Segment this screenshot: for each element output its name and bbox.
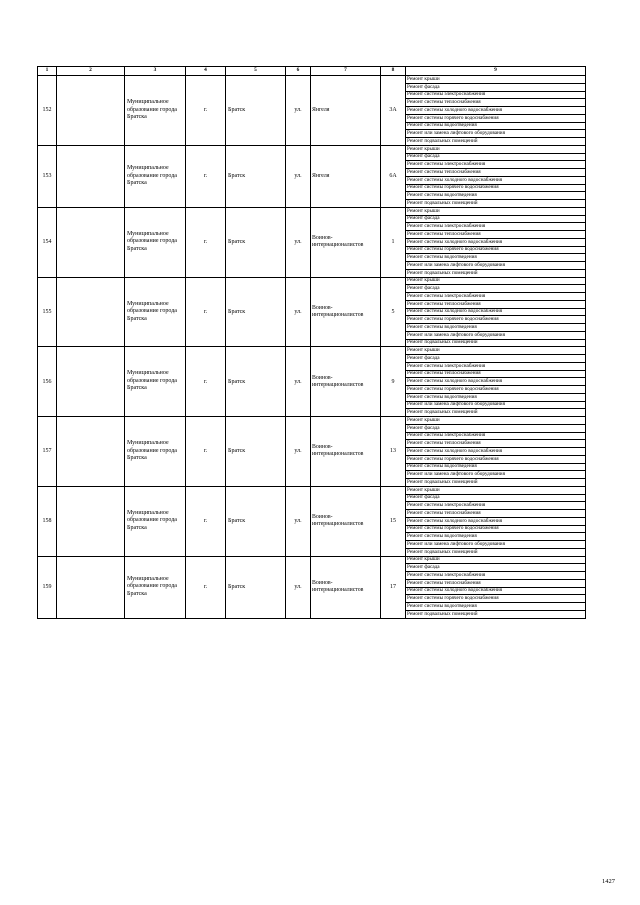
table-row [38,417,586,425]
repair-work-item: Ремонт подвальных помещений [406,479,586,487]
record-number: 152 [38,76,57,146]
repair-work-item: Ремонт системы электроснабжения [406,161,586,169]
repair-program-table [37,66,586,619]
repair-work-item: Ремонт системы горячего водоснабжения [406,114,586,122]
empty-cell [57,347,125,417]
house-number: 5 [381,277,406,347]
street-name: Воинов-интернационалистов [311,347,381,417]
header-cell: 5 [226,67,286,76]
header-cell: 8 [381,67,406,76]
street-name: Воинов-интернационалистов [311,556,381,618]
repair-work-item: Ремонт системы электроснабжения [406,502,586,510]
repair-work-item: Ремонт системы холодного водоснабжения [406,107,586,115]
house-number: 13 [381,417,406,487]
repair-work-item: Ремонт фасада [406,83,586,91]
repair-work-item: Ремонт или замена лифтового оборудования [406,262,586,270]
header-cell: 4 [186,67,226,76]
table-row [38,347,586,355]
empty-cell [57,277,125,347]
repair-work-item: Ремонт системы горячего водоснабжения [406,316,586,324]
repair-work-item: Ремонт системы теплоснабжения [406,231,586,239]
settlement-type: г. [186,486,226,556]
header-row [38,67,586,76]
municipality: Муниципальное образование города Братска [125,277,186,347]
settlement-name: Братск [226,277,286,347]
repair-work-item: Ремонт системы холодного водоснабжения [406,517,586,525]
repair-work-item: Ремонт крыши [406,277,586,285]
repair-work-item: Ремонт или замена лифтового оборудования [406,401,586,409]
repair-work-item: Ремонт системы холодного водоснабжения [406,448,586,456]
repair-work-item: Ремонт системы холодного водоснабжения [406,308,586,316]
settlement-name: Братск [226,556,286,618]
header-cell: 6 [286,67,311,76]
record-number: 158 [38,486,57,556]
repair-work-item: Ремонт крыши [406,417,586,425]
repair-work-item: Ремонт крыши [406,76,586,84]
repair-work-item: Ремонт фасада [406,215,586,223]
house-number: 3А [381,76,406,146]
repair-work-item: Ремонт системы холодного водоснабжения [406,176,586,184]
house-number: 6А [381,145,406,207]
repair-work-item: Ремонт системы горячего водоснабжения [406,246,586,254]
settlement-type: г. [186,145,226,207]
repair-work-item: Ремонт фасада [406,494,586,502]
repair-work-item: Ремонт подвальных помещений [406,548,586,556]
repair-work-item: Ремонт или замена лифтового оборудования [406,471,586,479]
repair-work-item: Ремонт системы теплоснабжения [406,300,586,308]
settlement-type: г. [186,347,226,417]
repair-work-item: Ремонт системы горячего водоснабжения [406,184,586,192]
repair-work-item: Ремонт системы холодного водоснабжения [406,238,586,246]
repair-work-item: Ремонт или замена лифтового оборудования [406,130,586,138]
repair-work-item: Ремонт или замена лифтового оборудования [406,331,586,339]
repair-work-item: Ремонт крыши [406,145,586,153]
header-cell: 7 [311,67,381,76]
repair-work-item: Ремонт системы водоотведения [406,393,586,401]
settlement-name: Братск [226,207,286,277]
repair-work-item: Ремонт системы холодного водоснабжения [406,587,586,595]
repair-work-item: Ремонт системы водоотведения [406,122,586,130]
empty-cell [57,417,125,487]
repair-work-item: Ремонт системы теплоснабжения [406,169,586,177]
house-number: 15 [381,486,406,556]
empty-cell [57,207,125,277]
settlement-name: Братск [226,145,286,207]
repair-work-item: Ремонт фасада [406,564,586,572]
repair-work-item: Ремонт крыши [406,347,586,355]
settlement-type: г. [186,417,226,487]
table-body [38,76,586,619]
repair-work-item: Ремонт подвальных помещений [406,610,586,618]
repair-work-item: Ремонт крыши [406,207,586,215]
house-number: 9 [381,347,406,417]
record-number: 156 [38,347,57,417]
header-cell: 1 [38,67,57,76]
house-number: 1 [381,207,406,277]
repair-work-item: Ремонт системы теплоснабжения [406,510,586,518]
street-name: Воинов-интернационалистов [311,417,381,487]
repair-work-item: Ремонт системы теплоснабжения [406,440,586,448]
repair-work-item: Ремонт системы горячего водоснабжения [406,455,586,463]
repair-work-item: Ремонт системы водоотведения [406,533,586,541]
repair-work-item: Ремонт крыши [406,556,586,564]
empty-cell [57,556,125,618]
municipality: Муниципальное образование города Братска [125,145,186,207]
empty-cell [57,486,125,556]
settlement-name: Братск [226,417,286,487]
repair-work-item: Ремонт системы теплоснабжения [406,370,586,378]
table-row [38,207,586,215]
record-number: 154 [38,207,57,277]
repair-work-item: Ремонт системы водоотведения [406,192,586,200]
repair-work-item: Ремонт системы электроснабжения [406,293,586,301]
repair-work-item: Ремонт системы горячего водоснабжения [406,386,586,394]
repair-work-item: Ремонт подвальных помещений [406,138,586,146]
repair-work-item: Ремонт системы электроснабжения [406,91,586,99]
street-type: ул. [286,277,311,347]
municipality: Муниципальное образование города Братска [125,207,186,277]
repair-work-item: Ремонт подвальных помещений [406,409,586,417]
header-cell: 9 [406,67,586,76]
header-cell: 2 [57,67,125,76]
settlement-name: Братск [226,76,286,146]
header-cell: 3 [125,67,186,76]
street-type: ул. [286,417,311,487]
record-number: 153 [38,145,57,207]
municipality: Муниципальное образование города Братска [125,347,186,417]
repair-work-item: Ремонт крыши [406,486,586,494]
repair-work-item: Ремонт системы теплоснабжения [406,579,586,587]
repair-work-item: Ремонт системы холодного водоснабжения [406,378,586,386]
street-name: Воинов-интернационалистов [311,277,381,347]
settlement-type: г. [186,556,226,618]
empty-cell [57,76,125,146]
record-number: 159 [38,556,57,618]
repair-work-item: Ремонт системы водоотведения [406,463,586,471]
repair-work-item: Ремонт системы горячего водоснабжения [406,595,586,603]
repair-work-item: Ремонт фасада [406,355,586,363]
repair-work-item: Ремонт подвальных помещений [406,339,586,347]
repair-work-item: Ремонт системы электроснабжения [406,223,586,231]
repair-work-item: Ремонт подвальных помещений [406,200,586,208]
settlement-name: Братск [226,347,286,417]
street-type: ул. [286,486,311,556]
house-number: 17 [381,556,406,618]
municipality: Муниципальное образование города Братска [125,486,186,556]
settlement-name: Братск [226,486,286,556]
settlement-type: г. [186,76,226,146]
repair-work-item: Ремонт системы горячего водоснабжения [406,525,586,533]
street-type: ул. [286,76,311,146]
repair-work-item: Ремонт системы электроснабжения [406,362,586,370]
street-name: Янгеля [311,145,381,207]
street-type: ул. [286,347,311,417]
record-number: 155 [38,277,57,347]
table-row [38,277,586,285]
settlement-type: г. [186,277,226,347]
street-name: Янгеля [311,76,381,146]
repair-work-item: Ремонт подвальных помещений [406,269,586,277]
street-type: ул. [286,145,311,207]
table-row [38,556,586,564]
empty-cell [57,145,125,207]
record-number: 157 [38,417,57,487]
settlement-type: г. [186,207,226,277]
repair-work-item: Ремонт системы теплоснабжения [406,99,586,107]
repair-work-item: Ремонт системы электроснабжения [406,432,586,440]
repair-work-item: Ремонт системы водоотведения [406,603,586,611]
street-name: Воинов-интернационалистов [311,486,381,556]
repair-work-item: Ремонт системы электроснабжения [406,572,586,580]
repair-work-item: Ремонт или замена лифтового оборудования [406,541,586,549]
street-type: ул. [286,556,311,618]
repair-work-item: Ремонт системы водоотведения [406,254,586,262]
repair-work-item: Ремонт системы водоотведения [406,324,586,332]
municipality: Муниципальное образование города Братска [125,417,186,487]
municipality: Муниципальное образование города Братска [125,556,186,618]
repair-work-item: Ремонт фасада [406,424,586,432]
table-row [38,76,586,84]
repair-work-item: Ремонт фасада [406,285,586,293]
municipality: Муниципальное образование города Братска [125,76,186,146]
street-type: ул. [286,207,311,277]
table-row [38,486,586,494]
street-name: Воинов-интернационалистов [311,207,381,277]
page-number: 1427 [602,878,615,885]
table-row [38,145,586,153]
repair-work-item: Ремонт фасада [406,153,586,161]
